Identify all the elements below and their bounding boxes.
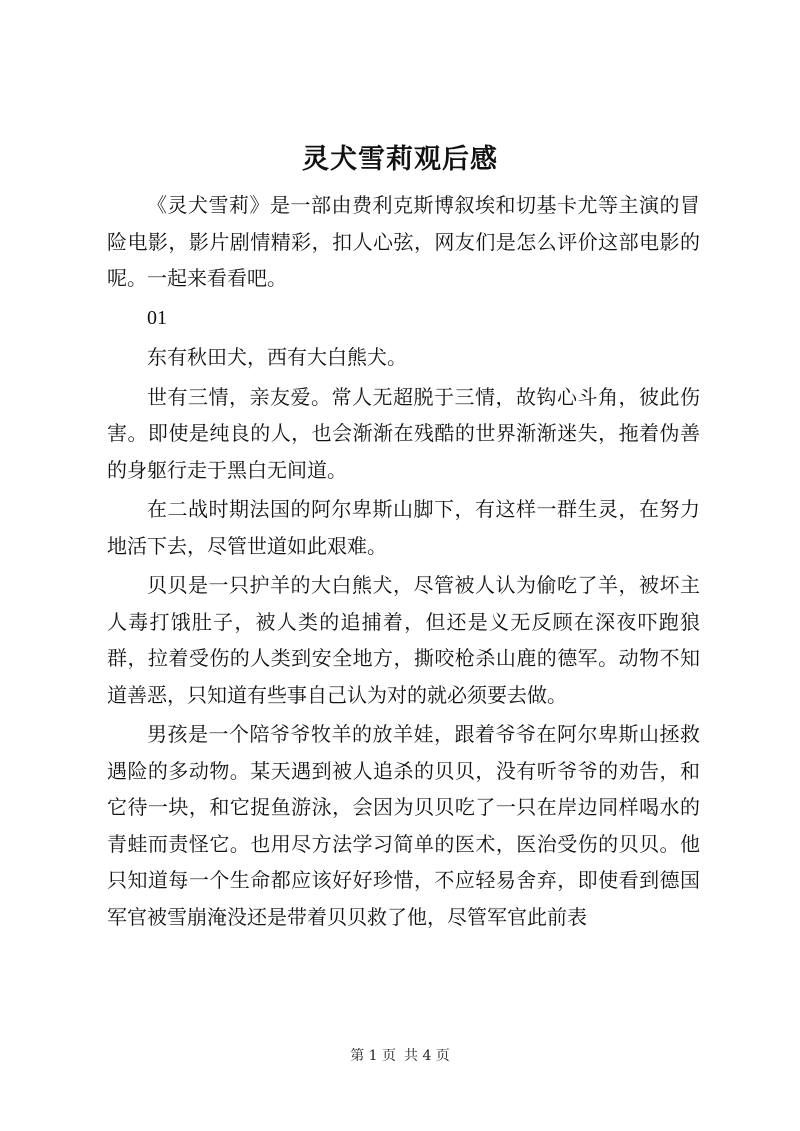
paragraph: 东有秋田犬，西有大白熊犬。 (147, 345, 407, 369)
page-footer (0, 1046, 800, 1066)
paragraph: 男孩是一个陪爷爷牧羊的放羊娃，跟着爷爷在阿尔卑斯山拯救遇险的多动物。某天遇到被人追杀的贝贝，没有听爷爷的劝告，和它待一块，和它捉鱼游泳，会因为贝贝吃了一只在岸边同样喝水的青蛙而责怪它。也用尽方法学习简单的医术，医治受伤的贝贝。他只知道每一个生命都应该好好珍惜，不应轻易舍弃，即使看到德国军官被雪崩淹没还是带着贝贝救了他，尽管军官此前表 (107, 722, 700, 929)
paragraph: 在二战时期法国的阿尔卑斯山脚下，有这样一群生灵，在努力地活下去，尽管世道如此艰难。 (107, 497, 700, 558)
page-total: 共 4 页 (404, 1048, 450, 1064)
paragraph-intro: 《灵犬雪莉》是一部由费利克斯博叙埃和切基卡尤等主演的冒险电影，影片剧情精彩，扣人心弦，网友们是怎么评价这部电影的呢。一起来看看吧。 (107, 193, 700, 290)
section-number: 01 (147, 306, 167, 329)
document-body (107, 187, 700, 935)
paragraph: 世有三情，亲友爱。常人无超脱于三情，故钩心斗角，彼此伤害。即使是纯良的人，也会渐渐在残酷的世界渐渐迷失，拖着伪善的身躯行走于黑白无间道。 (107, 384, 700, 482)
document-title: 灵犬雪莉观后感 (302, 144, 498, 175)
page-number: 第 1 页 (350, 1048, 396, 1064)
paragraph: 贝贝是一只护羊的大白熊犬，尽管被人认为偷吃了羊，被坏主人毒打饿肚子，被人类的追捕着，但还是义无反顾在深夜吓跑狼群，拉着受伤的人类到安全地方，撕咬枪杀山鹿的德军。动物不知道善恶，只知道有些事自己认为对的就必须要去做。 (107, 573, 700, 707)
